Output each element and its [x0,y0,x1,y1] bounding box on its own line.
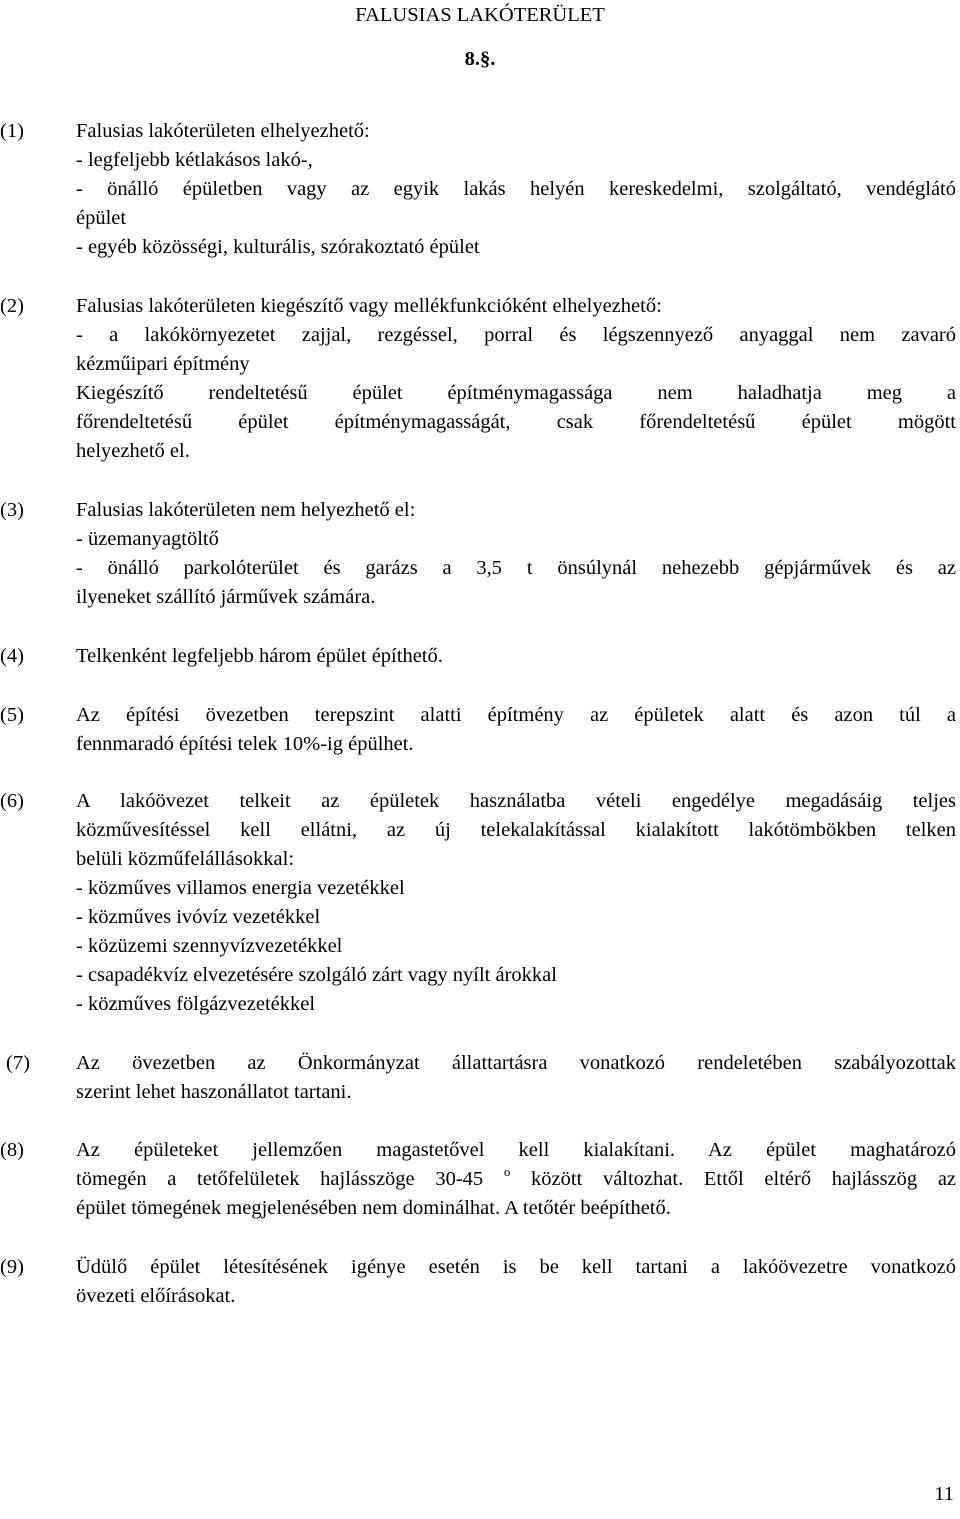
paragraph-number: (2) [0,295,24,317]
text-line: Telkenként legfeljebb három épület építhető. [76,645,443,667]
text-line: Kiegészítő rendeltetésű épület építménymagassága nem haladhatja meg a [76,382,956,404]
list-item: - önálló épületben vagy az egyik lakás helyén kereskedelmi, szolgáltató, vendéglátó [76,178,956,200]
text-line: övezeti előírásokat. [76,1285,236,1307]
paragraph-9 [0,1253,960,1311]
text-line: Falusias lakóterületen kiegészítő vagy mellékfunkcióként elhelyezhető: [76,295,662,317]
text-line: fennmaradó építési telek 10%-ig épülhet. [76,733,414,755]
list-item: - legfeljebb kétlakásos lakó-, [76,149,313,171]
text-line: A lakóövezet telkeit az épületek használatba vételi engedélye megadásáig teljes [76,790,956,812]
list-item: - egyéb közösségi, kulturális, szórakoztató épület [76,236,480,258]
paragraph-2 [0,292,960,466]
paragraph-1 [0,117,960,262]
text-line: épület [76,207,127,229]
page-number: 11 [934,1483,954,1505]
paragraph-number: (9) [0,1256,24,1278]
text-line: Az övezetben az Önkormányzat állattartásra vonatkozó rendeletében szabályozottak [76,1052,956,1074]
text-line: Az épületeket jellemzően magastetővel kell kialakítani. Az épület maghatározó [76,1139,956,1161]
list-item: - csapadékvíz elvezetésére szolgáló zárt vagy nyílt árokkal [76,964,557,986]
text-line: közművesítéssel kell ellátni, az új telekalakítással kialakított lakótömbökben telken [76,819,956,841]
paragraph-6 [0,787,960,1019]
text-line: belüli közműfelállásokkal: [76,848,295,870]
paragraph-number: (8) [0,1139,24,1161]
list-item: - közműves villamos energia vezetékkel [76,877,405,899]
text-line: Üdülő épület létesítésének igénye esetén is be kell tartani a lakóövezetre vonatkozó [76,1256,956,1278]
text-line: szerint lehet haszonállatot tartani. [76,1081,352,1103]
paragraph-4 [0,642,960,671]
text-line: Az építési övezetben terepszint alatti építmény az épületek alatt és azon túl a [76,704,956,726]
list-item: - közüzemi szennyvízvezetékkel [76,935,343,957]
text-line: helyezhető el. [76,440,190,462]
section-number: 8.§. [464,48,496,70]
paragraph-number: (5) [0,704,24,726]
paragraph-number: (7) [6,1052,30,1074]
text-line: épület tömegének megjelenésében nem dominálhat. A tetőtér beépíthető. [76,1197,671,1219]
list-item: - a lakókörnyezetet zajjal, rezgéssel, porral és légszennyező anyaggal nem zavaró [76,324,956,346]
paragraph-number: (3) [0,499,24,521]
list-item: - közműves ivóvíz vezetékkel [76,906,321,928]
paragraph-8 [0,1136,960,1223]
paragraph-number: (1) [0,120,24,142]
page-title: FALUSIAS LAKÓTERÜLET [355,4,605,26]
text-segment: között változhat. Ettől eltérő hajlásszög az [531,1168,957,1190]
paragraph-number: (6) [0,790,24,812]
paragraph-5 [0,701,960,759]
text-line [76,1165,956,1194]
paragraph-7 [0,1049,960,1107]
paragraph-number: (4) [0,645,24,667]
text-line: főrendeltetésű épület építménymagasságát, csak főrendeltetésű épület mögött [76,411,956,433]
list-item: - üzemanyagtöltő [76,528,219,550]
text-line: Falusias lakóterületen nem helyezhető el: [76,499,416,521]
degree-superscript: o [503,1164,511,1179]
text-line: kézműipari építmény [76,353,250,375]
list-item: - önálló parkolóterület és garázs a 3,5 t önsúlynál nehezebb gépjárművek és az [76,557,956,579]
text-segment: tömegén a tetőfelületek hajlásszöge 30-45 [76,1168,484,1190]
paragraph-3 [0,496,960,612]
text-line: Falusias lakóterületen elhelyezhető: [76,120,370,142]
text-line: ilyeneket szállító járművek számára. [76,586,376,608]
list-item: - közműves fölgázvezetékkel [76,993,316,1015]
